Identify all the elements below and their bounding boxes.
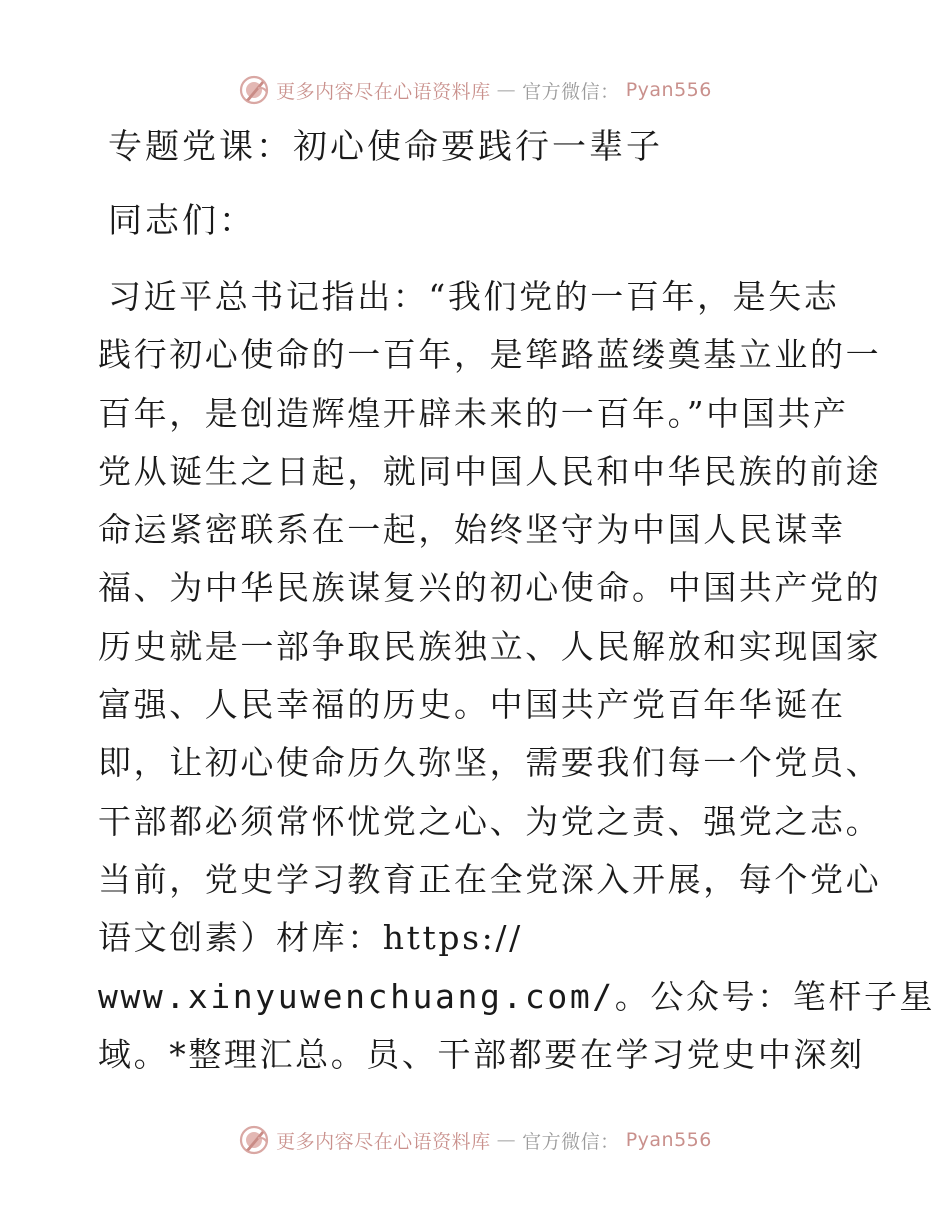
body-line: 富强、人民幸福的历史。中国共产党百年华诞在: [98, 685, 846, 725]
body-line: 语文创素）材库：https://: [98, 918, 523, 958]
watermark-brand-text: 更多内容尽在心语资料库: [276, 80, 491, 103]
watermark-wechat-label: 官方微信：: [522, 80, 620, 103]
body-line: 干部都必须常怀忧党之心、为党之责、强党之志。: [98, 801, 882, 841]
body-line: 践行初心使命的一百年，是筚路蓝缕奠基立业的一: [98, 335, 882, 375]
header-watermark: [0, 70, 950, 110]
watermark-separator: —: [496, 79, 517, 101]
document-salutation: 同志们：: [108, 201, 256, 241]
watermark-wechat-id: Pyan556: [625, 1129, 712, 1151]
body-line: 历史就是一部争取民族独立、人民解放和实现国家: [98, 626, 882, 666]
body-line: 习近平总书记指出：“我们党的一百年，是矢志: [108, 277, 840, 316]
body-line: 党从诞生之日起，就同中国人民和中华民族的前途: [98, 451, 882, 491]
body-line: 域。*整理汇总。员、干部都要在学习党史中深刻: [98, 1034, 865, 1074]
watermark-wechat-id: Pyan556: [625, 79, 712, 101]
body-line: 即，让初心使命历久弥坚，需要我们每一个党员、: [98, 743, 882, 783]
watermark-separator: —: [496, 1129, 517, 1151]
footer-watermark: [0, 1120, 950, 1160]
body-line: 百年，是创造辉煌开辟未来的一百年。”中国共产: [98, 393, 849, 433]
body-line: 当前，党史学习教育正在全党深入开展，每个党心: [98, 859, 882, 899]
red-quill-logo-icon: [238, 74, 270, 106]
body-line: 命运紧密联系在一起，始终坚守为中国人民谋幸: [98, 510, 846, 550]
watermark-wechat-label: 官方微信：: [522, 1130, 620, 1153]
document-body: [98, 268, 936, 1084]
watermark-brand-text: 更多内容尽在心语资料库: [276, 1130, 491, 1153]
document-title: 专题党课：初心使命要践行一辈子: [108, 127, 663, 167]
body-line: 福、为中华民族谋复兴的初心使命。中国共产党的: [98, 568, 882, 608]
body-line: www.xinyuwenchuang.com/。公众号：笔杆子星: [98, 976, 936, 1016]
red-quill-logo-icon: [238, 1124, 270, 1156]
